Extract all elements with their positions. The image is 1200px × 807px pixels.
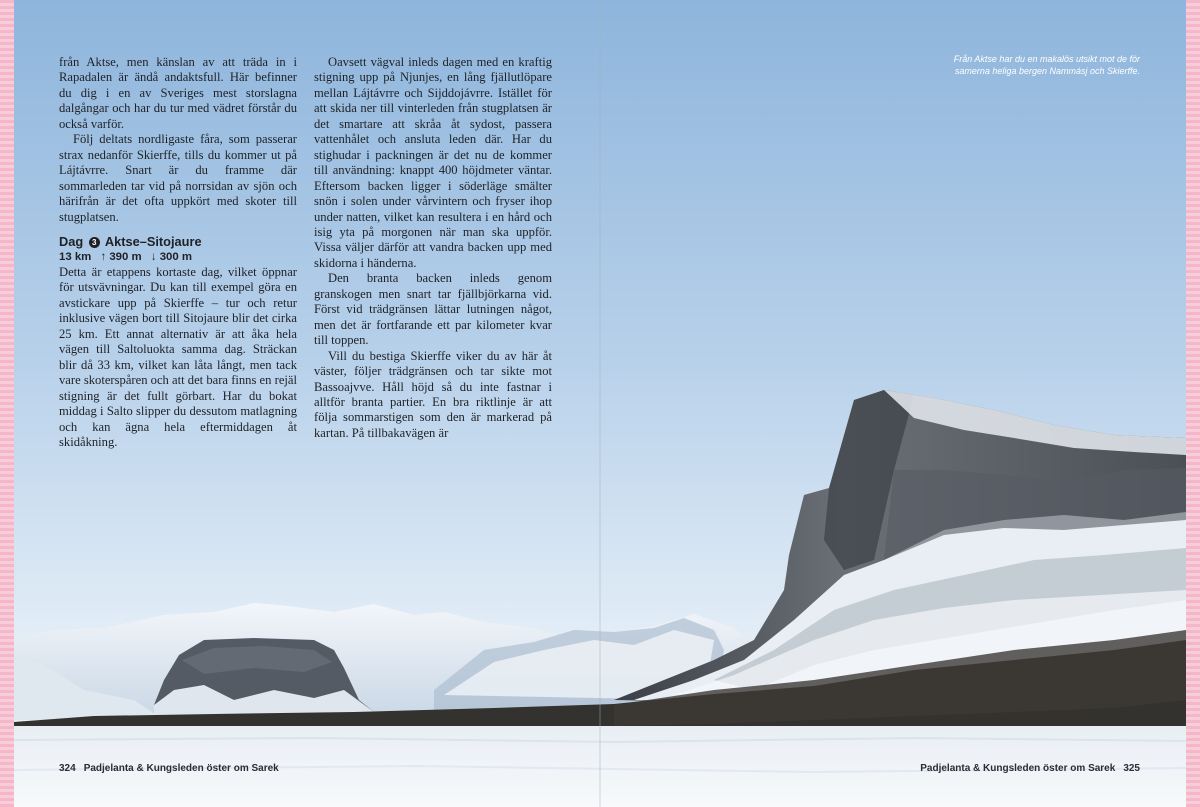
paragraph: Vill du bestiga Skierffe viker du av här åt väster, följer trädgränsen och tar sikte mot Bassoajvve. Håll höjd så du inte fastnar i alltför branta partier. En bra riktlinje är att följa sommarstigen som den är markerad på kartan. På tillbakavägen är (314, 348, 552, 440)
distance: 13 km (59, 250, 92, 263)
page-number: 324 (59, 763, 76, 774)
day-prefix: Dag (59, 233, 84, 249)
paragraph: Följ deltats nordligaste fåra, som passerar strax nedanför Skierffe, tills du kommer ut på Lájtávrre. Snart är du framme där sommarleden tar vid på norrsidan av sjön och härifrån är det ofta uppkört med skoter till stugplatsen. (59, 132, 297, 224)
day-number-badge: 3 (89, 237, 100, 248)
day-route: Aktse–Sitojaure (104, 233, 202, 249)
right-page-edge (1186, 0, 1200, 807)
page-number: 325 (1123, 763, 1140, 774)
day-stats (59, 250, 297, 265)
right-page-footer (920, 762, 1140, 776)
paragraph: Detta är etappens kortaste dag, vilket öppnar för utsvävningar. Du kan till exempel göra en avstickare upp på Skierffe – tur och retur inklusive vägen bort till Sitojaure blir det cirka 25 km. Ett annat alternativ är att åka hela vägen till Saltoluokta samma dag. Sträckan blir då 33 km, vilket kan låta långt, men tack vare skoterspåren och att det bara finns en rejäl stigning är det fullt görbart. Har du bokat middag i Salto slipper du dessutom matlagning och kan ägna hela eftermiddagen åt skidåkning. (59, 264, 297, 449)
paragraph: Den branta backen inleds genom granskogen men snart tar fjällbjörkarna vid. Först vid trädgränsen lättar lutningen något, men det är fortfarande ett par kilometer kvar till toppen. (314, 271, 552, 348)
left-text-column (59, 55, 297, 450)
running-title: Padjelanta & Kungsleden öster om Sarek (920, 763, 1116, 774)
left-page-edge (0, 0, 14, 807)
page-gutter (599, 0, 601, 807)
ascent: ↑ 390 m (100, 250, 142, 263)
right-text-column (314, 55, 552, 441)
descent: ↓ 300 m (150, 250, 192, 263)
left-page-footer (59, 762, 279, 776)
day-heading (59, 234, 297, 250)
paragraph: Oavsett vägval inleds dagen med en kraftig stigning upp på Njunjes, en lång fjällutlöpare mellan Lájtávrre och Sijddojávrre. Istället för att skida ner till vinterleden från stugplatsen är det smartare att skråa åt sydost, passera vattenhålet och ansluta leden där. Har du stighudar i packningen är det nu de kommer till användning: knappt 400 höjdmeter väntar. Eftersom backen ligger i söderläge smälter snön i solen under vårvintern och fryser ihop under natten, vilket kan resultera i en hård och isig yta på morgonen när man ska uppför. Vissa väljer därför att vandra backen upp med skidorna i händerna. (314, 55, 552, 270)
paragraph: från Aktse, men känslan av att träda in i Rapadalen är ändå andaktsfull. Här befinner du dig i en av Sveriges mest storslagna dalgångar och har du tur med vädret förstår du också varför. (59, 55, 297, 131)
running-title: Padjelanta & Kungsleden öster om Sarek (83, 763, 279, 774)
photo-caption: Från Aktse har du en makalös utsikt mot de för samerna heliga bergen Nammásj och Skierffe. (953, 54, 1140, 76)
